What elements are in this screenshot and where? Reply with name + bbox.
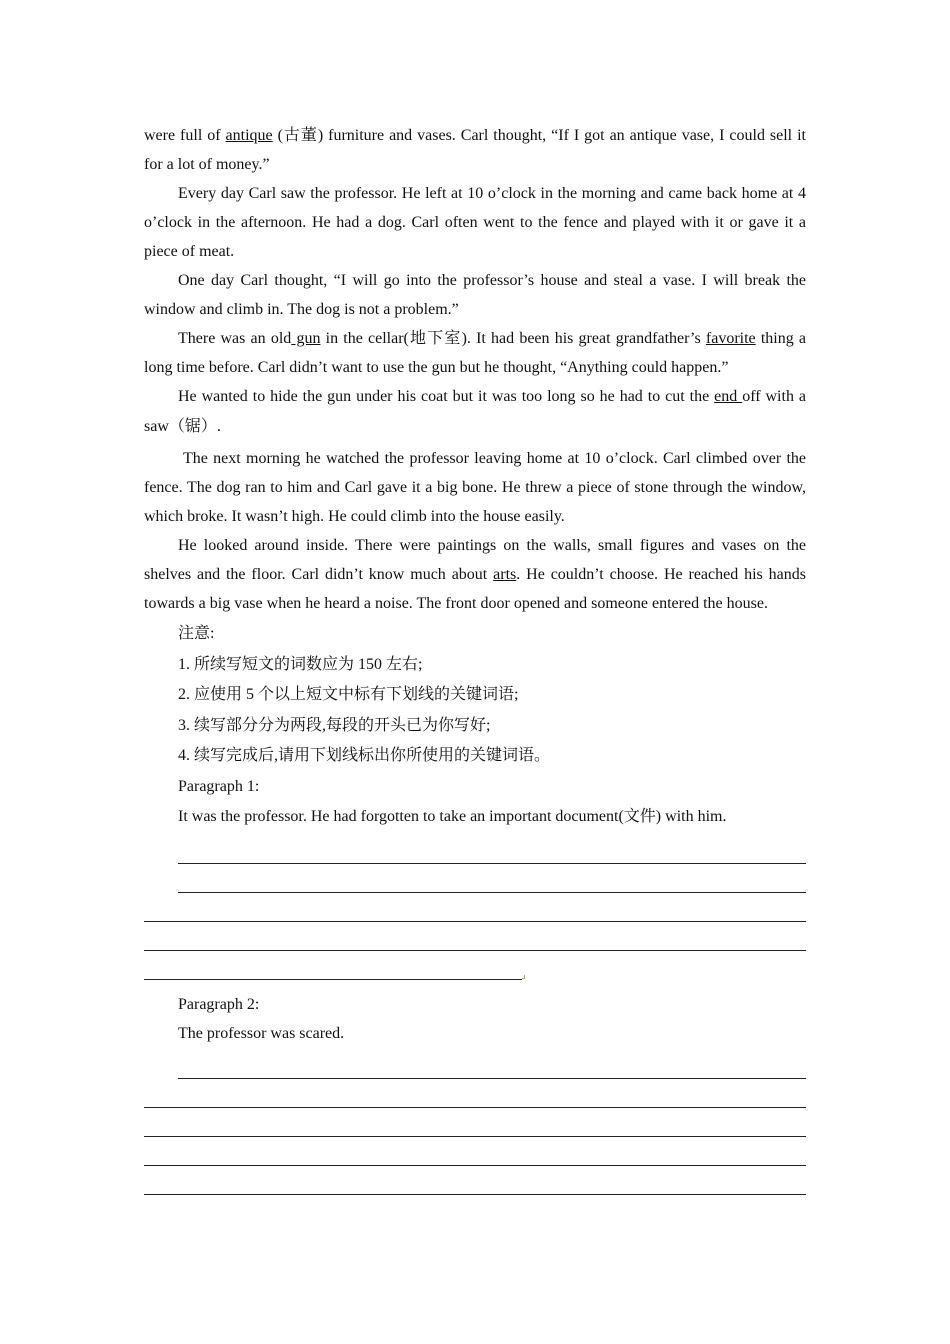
note-item-1: 1. 所续写短文的词数应为 150 左右;	[178, 655, 423, 673]
paragraph-1-label: Paragraph 1:	[178, 777, 260, 795]
note-item-4: 4. 续写完成后,请用下划线标出你所使用的关键词语。	[178, 747, 551, 764]
passage-paragraph-3: One day Carl thought, “I will go into the professor’s house and steal a vase. I will break the window and climb in. The dog is not a problem.”	[144, 272, 806, 318]
document-page	[144, 121, 806, 1195]
passage-paragraph-4	[144, 324, 806, 382]
text-run: thing a long time before. Carl didn’t want to use the gun but he thought, “Anything could happen.”	[144, 330, 807, 376]
passage-paragraph-6: The next morning he watched the professor leaving home at 10 o’clock. Carl climbed over the fence. The dog ran to him and Carl gave it a big bone. He threw a piece of stone through the window, which broke. It wasn’t high. He could climb into the house easily.	[144, 450, 806, 525]
writing-line[interactable]	[144, 1079, 806, 1108]
paragraph-1-writing-area[interactable]	[144, 835, 806, 980]
text-run: (古董) furniture and vases. Carl thought, “If I got an antique vase, I could sell it for a lot of money.”	[144, 127, 806, 173]
key-word-end: end	[714, 388, 743, 405]
text-run: off with a saw（锯）.	[144, 388, 806, 435]
paragraph-2-writing-area[interactable]	[144, 1050, 806, 1195]
paragraph-mark-icon	[522, 975, 525, 979]
passage-paragraph-5	[144, 382, 806, 442]
text-run: There was an old	[178, 330, 292, 347]
paragraph-2-opening: The professor was scared.	[178, 1024, 345, 1042]
paragraph-1-opening: It was the professor. He had forgotten to take an important document(文件) with him.	[178, 808, 727, 825]
key-word-arts: arts	[493, 566, 517, 583]
writing-line[interactable]	[144, 951, 522, 980]
writing-line[interactable]	[144, 1166, 806, 1195]
text-run: were full of	[144, 127, 226, 144]
text-run: He wanted to hide the gun under his coat but it was too long so he had to cut the	[178, 388, 715, 405]
note-item-3: 3. 续写部分分为两段,每段的开头已为你写好;	[178, 716, 491, 734]
key-word-gun: gun	[291, 330, 321, 347]
key-word-antique: antique	[225, 127, 273, 144]
writing-line[interactable]	[144, 893, 806, 922]
text-run: He looked around inside. There were paintings on the walls, small figures and vases on the shelves and the floor. Carl didn’t know much about	[144, 537, 806, 583]
writing-line[interactable]	[144, 1137, 806, 1166]
passage-paragraph-2: Every day Carl saw the professor. He left at 10 o’clock in the morning and came back home at 4 o’clock in the afternoon. He had a dog. Carl often went to the fence and played with it or gave it a piece of meat.	[144, 185, 806, 260]
notes-section	[144, 619, 806, 833]
writing-line[interactable]	[144, 922, 806, 951]
key-word-favorite: favorite	[705, 330, 756, 347]
notes-heading: 注意:	[178, 625, 215, 642]
note-item-2: 2. 应使用 5 个以上短文中标有下划线的关键词语;	[178, 686, 519, 703]
text-run: in the cellar(地下室). It had been his great grandfather’s	[320, 330, 706, 347]
writing-line[interactable]	[178, 864, 806, 893]
writing-line[interactable]	[144, 1108, 806, 1137]
text-run: . He couldn’t choose. He reached his hands towards a big vase when he heard a noise. The front door opened and someone entered the house.	[144, 566, 807, 612]
passage-paragraph-7	[144, 531, 806, 618]
passage-paragraph-1	[144, 121, 806, 179]
paragraph-2-label: Paragraph 2:	[178, 995, 260, 1013]
writing-line[interactable]	[178, 1050, 806, 1079]
writing-line[interactable]	[178, 835, 806, 864]
